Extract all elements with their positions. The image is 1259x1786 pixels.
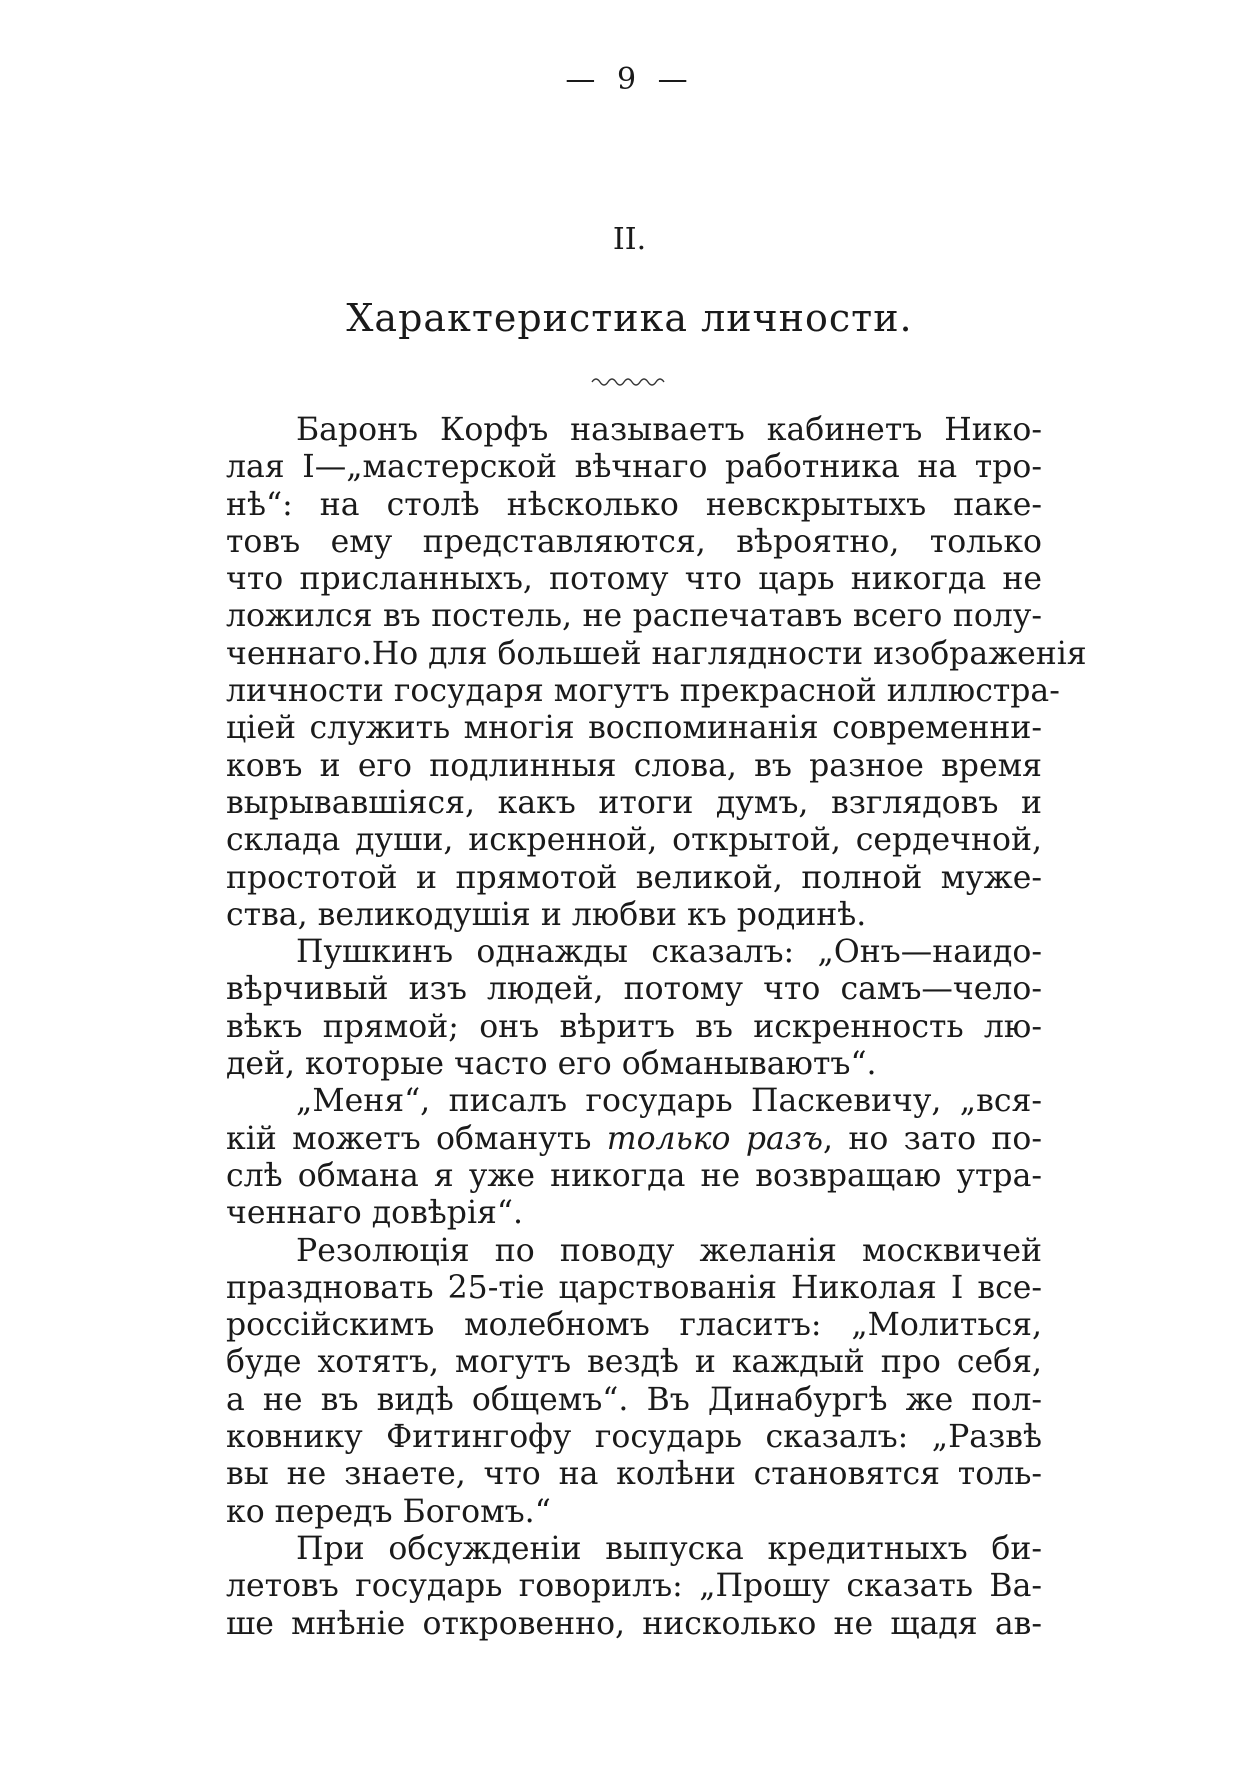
text-line: ства, великодушія и любви къ родинѣ.: [226, 896, 867, 933]
text-run: , но зато по-: [823, 1120, 1042, 1157]
text-line: При обсужденіи выпуска кредитныхъ би-: [296, 1530, 1042, 1567]
text-line: вѣкъ прямой; онъ вѣритъ въ искренность лю-: [226, 1008, 1042, 1045]
text-line: что присланныхъ, потому что царь никогда не: [226, 561, 1042, 598]
text-line: а не въ видѣ общемъ“. Въ Динабургѣ же пол-: [226, 1381, 1042, 1418]
text-line: летовъ государь говорилъ: „Прошу сказать Ва-: [226, 1568, 1042, 1605]
chapter-number: II.: [612, 222, 647, 257]
text-line: нѣ“: на столѣ нѣсколько невскрытыхъ паке-: [226, 486, 1042, 523]
text-line: лая I—„мастерской вѣчнаго работника на тро-: [226, 449, 1042, 486]
text-line: ченнаго.Но для большей наглядности изображенія: [226, 635, 1087, 672]
text-run: кій можетъ обмануть: [226, 1120, 607, 1157]
text-line: вѣрчивый изъ людей, потому что самъ—чело-: [226, 971, 1042, 1008]
text-line: ко передъ Богомъ.“: [226, 1493, 551, 1530]
chapter-title: Характеристика личности.: [346, 296, 913, 340]
text-line: ложился въ постель, не распечатавъ всего полу-: [226, 598, 1042, 635]
text-line: Баронъ Корфъ называетъ кабинетъ Нико-: [296, 412, 1042, 448]
text-line: ковнику Фитингофу государь сказалъ: „Развѣ: [226, 1419, 1042, 1456]
body-text: [226, 412, 1087, 1643]
text-line: Резолюція по поводу желанія москвичей: [296, 1232, 1042, 1269]
text-line-with-italic: [226, 1121, 1042, 1158]
text-line: ковъ и его подлинныя слова, въ разное время: [226, 747, 1042, 784]
text-line: „Меня“, писалъ государь Паскевичу, „вся-: [296, 1083, 1042, 1120]
text-line: простотой и прямотой великой, полной муже-: [226, 859, 1042, 896]
text-line: склада души, искренной, открытой, сердечной,: [226, 822, 1042, 859]
text-line: вырывавшіяся, какъ итоги думъ, взглядовъ и: [226, 784, 1042, 821]
text-line: слѣ обмана я уже никогда не возвращаю утра-: [226, 1157, 1042, 1194]
italic-emphasis: только разъ: [606, 1120, 823, 1157]
text-line: дей, которые часто его обманываютъ“.: [226, 1046, 877, 1083]
text-line: Пушкинъ однажды сказалъ: „Онъ—наидо-: [296, 934, 1042, 971]
text-line: ше мнѣніе откровенно, нисколько не щадя ав-: [226, 1605, 1042, 1642]
text-line: личности государя могутъ прекрасной иллюстра-: [226, 673, 1060, 710]
text-line: ціей служить многія воспоминанія современни-: [226, 710, 1042, 747]
text-line: праздновать 25-тіе царствованія Николая I все-: [226, 1269, 1042, 1306]
page-number: — 9 —: [565, 62, 694, 97]
text-line: буде хотятъ, могутъ вездѣ и каждый про себя,: [226, 1344, 1042, 1381]
text-line: товъ ему представляются, вѣроятно, только: [226, 523, 1042, 560]
text-line: ченнаго довѣрія“.: [226, 1195, 524, 1232]
text-line: россійскимъ молебномъ гласитъ: „Молиться,: [226, 1307, 1042, 1344]
ornament-divider-icon: [590, 373, 670, 387]
text-line: вы не знаете, что на колѣни становятся толь-: [226, 1456, 1042, 1493]
